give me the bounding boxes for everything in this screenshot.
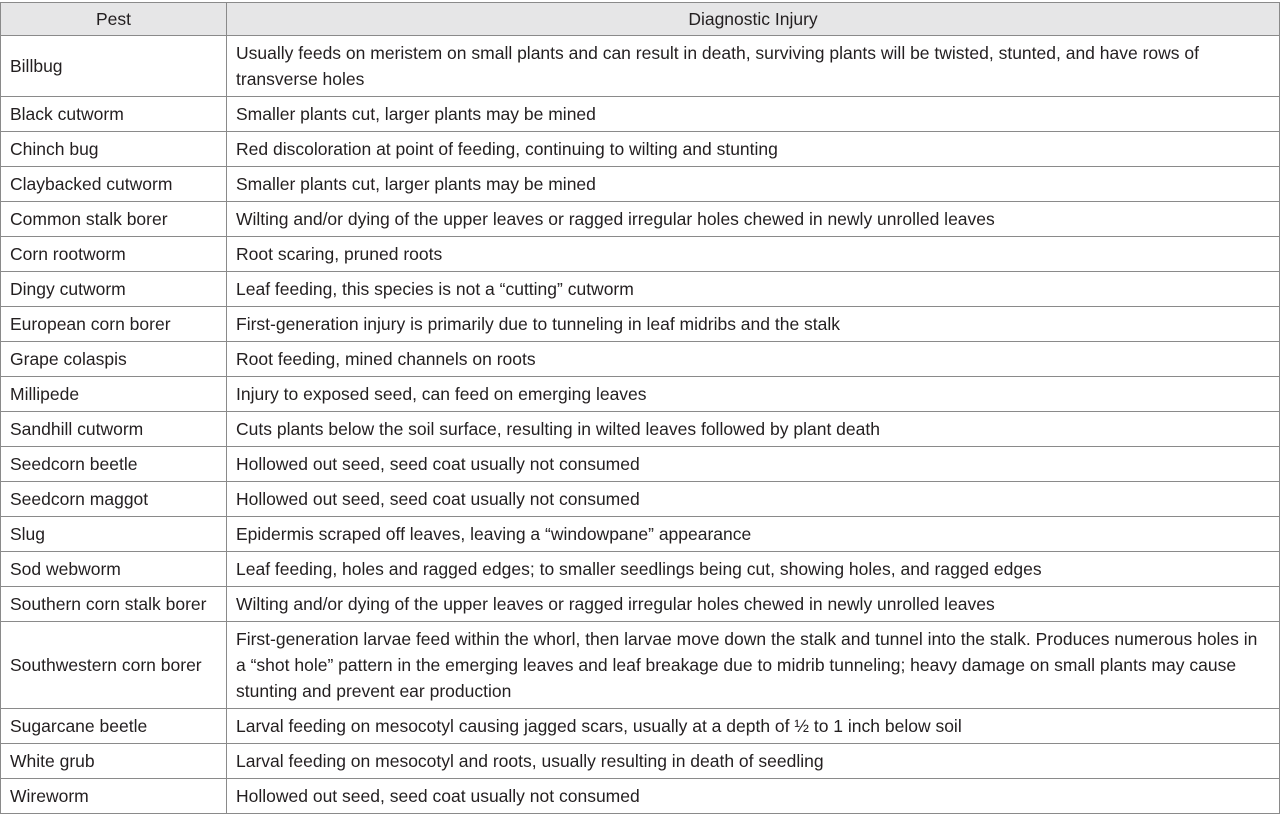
pest-name-cell: Billbug bbox=[1, 36, 227, 97]
table-row bbox=[1, 307, 1280, 342]
diagnostic-injury-cell: Wilting and/or dying of the upper leaves or ragged irregular holes chewed in newly unrolled leaves bbox=[227, 587, 1280, 622]
pest-name-cell: European corn borer bbox=[1, 307, 227, 342]
table-row bbox=[1, 622, 1280, 709]
table-row bbox=[1, 132, 1280, 167]
pest-table-container bbox=[0, 2, 1280, 814]
diagnostic-injury-cell: Smaller plants cut, larger plants may be mined bbox=[227, 167, 1280, 202]
pest-name-cell: Seedcorn beetle bbox=[1, 447, 227, 482]
pest-name-cell: Southwestern corn borer bbox=[1, 622, 227, 709]
table-row bbox=[1, 552, 1280, 587]
table-row bbox=[1, 272, 1280, 307]
table-row bbox=[1, 517, 1280, 552]
pest-name-cell: Corn rootworm bbox=[1, 237, 227, 272]
table-row bbox=[1, 709, 1280, 744]
pest-name-cell: White grub bbox=[1, 744, 227, 779]
diagnostic-injury-cell: Larval feeding on mesocotyl causing jagged scars, usually at a depth of ½ to 1 inch below soil bbox=[227, 709, 1280, 744]
table-row bbox=[1, 482, 1280, 517]
diagnostic-injury-cell: Hollowed out seed, seed coat usually not consumed bbox=[227, 482, 1280, 517]
pest-name-cell: Southern corn stalk borer bbox=[1, 587, 227, 622]
table-row bbox=[1, 237, 1280, 272]
pest-name-cell: Grape colaspis bbox=[1, 342, 227, 377]
pest-name-cell: Claybacked cutworm bbox=[1, 167, 227, 202]
diagnostic-injury-cell: Cuts plants below the soil surface, resulting in wilted leaves followed by plant death bbox=[227, 412, 1280, 447]
pest-name-cell: Common stalk borer bbox=[1, 202, 227, 237]
table-row bbox=[1, 167, 1280, 202]
diagnostic-injury-cell: Injury to exposed seed, can feed on emerging leaves bbox=[227, 377, 1280, 412]
diagnostic-injury-cell: Larval feeding on mesocotyl and roots, usually resulting in death of seedling bbox=[227, 744, 1280, 779]
table-row bbox=[1, 587, 1280, 622]
diagnostic-injury-cell: Smaller plants cut, larger plants may be mined bbox=[227, 97, 1280, 132]
table-row bbox=[1, 377, 1280, 412]
diagnostic-injury-cell: Epidermis scraped off leaves, leaving a “windowpane” appearance bbox=[227, 517, 1280, 552]
pest-name-cell: Slug bbox=[1, 517, 227, 552]
pest-name-cell: Millipede bbox=[1, 377, 227, 412]
table-row bbox=[1, 412, 1280, 447]
pest-name-cell: Seedcorn maggot bbox=[1, 482, 227, 517]
diagnostic-injury-cell: Hollowed out seed, seed coat usually not consumed bbox=[227, 779, 1280, 814]
pest-name-cell: Chinch bug bbox=[1, 132, 227, 167]
table-row bbox=[1, 202, 1280, 237]
table-row bbox=[1, 447, 1280, 482]
diagnostic-injury-cell: First-generation injury is primarily due to tunneling in leaf midribs and the stalk bbox=[227, 307, 1280, 342]
pest-name-cell: Wireworm bbox=[1, 779, 227, 814]
header-row bbox=[1, 3, 1280, 36]
diagnostic-injury-cell: Root scaring, pruned roots bbox=[227, 237, 1280, 272]
pest-name-cell: Black cutworm bbox=[1, 97, 227, 132]
diagnostic-injury-cell: First-generation larvae feed within the whorl, then larvae move down the stalk and tunnel into the stalk. Produces numerous holes in a “shot hole” pattern in the emerging leaves and leaf breakage due to midrib tunneling; heavy damage on small plants may cause stunting and prevent ear production bbox=[227, 622, 1280, 709]
diagnostic-injury-cell: Red discoloration at point of feeding, continuing to wilting and stunting bbox=[227, 132, 1280, 167]
pest-name-cell: Dingy cutworm bbox=[1, 272, 227, 307]
diagnostic-injury-cell: Wilting and/or dying of the upper leaves or ragged irregular holes chewed in newly unrolled leaves bbox=[227, 202, 1280, 237]
pest-name-cell: Sugarcane beetle bbox=[1, 709, 227, 744]
diagnostic-injury-cell: Root feeding, mined channels on roots bbox=[227, 342, 1280, 377]
pest-name-cell: Sod webworm bbox=[1, 552, 227, 587]
table-row bbox=[1, 744, 1280, 779]
pest-injury-table bbox=[0, 2, 1280, 814]
table-row bbox=[1, 36, 1280, 97]
diagnostic-injury-cell: Usually feeds on meristem on small plants and can result in death, surviving plants will be twisted, stunted, and have rows of transverse holes bbox=[227, 36, 1280, 97]
table-row bbox=[1, 97, 1280, 132]
diagnostic-injury-cell: Hollowed out seed, seed coat usually not consumed bbox=[227, 447, 1280, 482]
table-row bbox=[1, 342, 1280, 377]
pest-name-cell: Sandhill cutworm bbox=[1, 412, 227, 447]
diagnostic-injury-cell: Leaf feeding, this species is not a “cutting” cutworm bbox=[227, 272, 1280, 307]
diagnostic-injury-cell: Leaf feeding, holes and ragged edges; to smaller seedlings being cut, showing holes, and ragged edges bbox=[227, 552, 1280, 587]
table-row bbox=[1, 779, 1280, 814]
header-diagnostic-injury: Diagnostic Injury bbox=[227, 3, 1280, 36]
header-pest: Pest bbox=[1, 3, 227, 36]
